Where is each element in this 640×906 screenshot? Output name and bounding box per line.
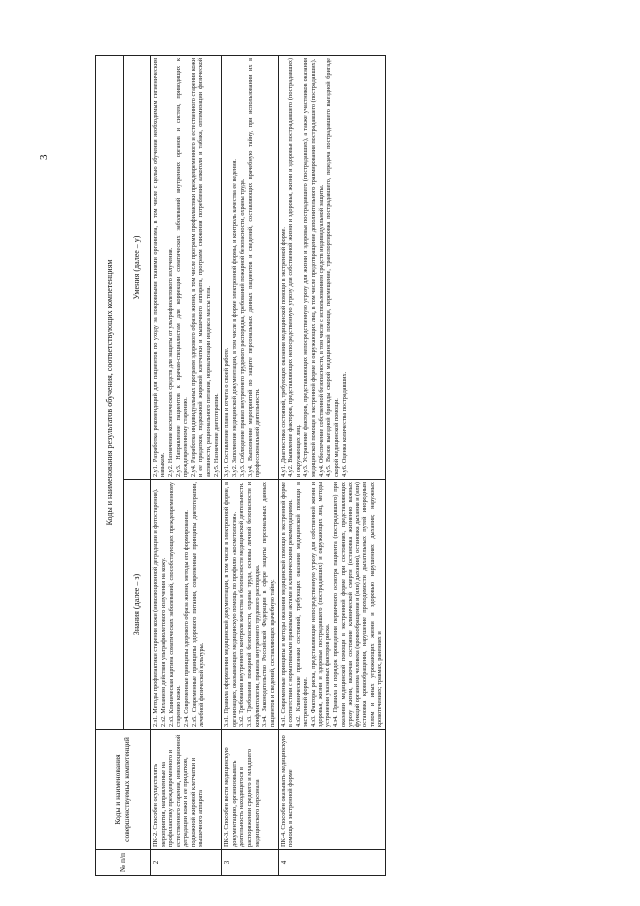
- knowledge-item: 4.з4. Правила и порядок проведения первичного осмотра пациента (пострадавшего) при оказании медицинской помощи в экстренной форме при состояниях, представляющих угрозу жизни, включая состояние клинической смерти (остановка жизненно важных функций организма человека (кровообращения и (или) дыхания), остановка дыхания и (или) остановка кровообращения, нарушение проходимости дыхательных путей инородным телом и иных угрожающих жизни и здоровью нарушениях дыхания; наружных кровотечениях; травмах, ранениях и: [332, 482, 384, 727]
- skills-cell: [222, 55, 278, 479]
- table-row: [278, 55, 385, 875]
- skills-cell: [278, 55, 385, 479]
- competency-table: [95, 55, 386, 876]
- table-row: [151, 55, 222, 875]
- skill-item: 2.у2. Назначение косметических средств для защиты от ультрафиолетового излучения.: [167, 247, 175, 477]
- knowledge-item: 4.з3. Факторы риска, представляющие непосредственную угрозу для собственной жизни и здоровья, жизни и здоровья пострадавшего (пострадавших) и окружающих лиц, методы устранения указанных факторов риска.: [309, 482, 332, 727]
- competency-code-cell: ПК-2. Способен осуществлять мероприятия, направленные на профилактику преждевременного и естественного старения, инволюционной деградации кожи и ее придатков, подкожной жировой клетчатки и мышечного аппарата: [151, 730, 222, 850]
- skills-cell: [151, 55, 222, 479]
- knowledge-cell: [222, 480, 278, 730]
- page-number: 3: [38, 154, 50, 160]
- skill-item: 4.у5. Вызов выездной бригады скорой медицинской помощи, перемещение, транспортировка пострадавшего, передача пострадавшего выездной бригаде скорой медицинской помощи.: [325, 57, 340, 477]
- skill-item: 3.у1. Составление плана и отчета о своей работе.: [223, 347, 231, 477]
- skill-item: 4.у4. Обеспечение собственной безопасности, в том числе с использованием средств индивидуальной защиты.: [317, 184, 325, 477]
- knowledge-item: 2.з5. Современные принципы здорового питания, современные принципы диетотерапии, лечебной физической культуры.: [190, 482, 205, 727]
- skill-item: 2.у3. Направление пациентов к врачам-специалистам для коррекции соматических заболеваний внутренних органов и систем, приводящих к преждевременному старению.: [174, 57, 190, 477]
- skill-item: 4.у6. Оценка количества пострадавших.: [340, 371, 348, 477]
- knowledge-cell: [278, 480, 385, 730]
- knowledge-item: 2.з4. Современные принципы здорового образа жизни, методы его формирования.: [182, 510, 190, 727]
- skill-item: 2.у5. Назначение диетотерапии.: [212, 393, 220, 477]
- skill-item: 2.у1. Разработка рекомендаций для пациентов по уходу за покровными тканями организма, в том числе с целью обучения необходимым гигиеническим навыкам.: [152, 57, 167, 477]
- column-header-code: Коды и наименования совершенствуемых компетенций: [96, 730, 151, 850]
- row-number: 3: [222, 850, 278, 876]
- knowledge-item: 4.з1. Современные принципы и методы оказания медицинской помощи в экстренной форме в соответствии с нормативными правовыми актами и клиническими рекомендациями.: [279, 482, 294, 727]
- row-number: 2: [151, 850, 222, 876]
- knowledge-item: 2.з2. Механизм действия ультрафиолетового излучения на кожу.: [159, 557, 167, 727]
- row-number: 4: [278, 850, 385, 876]
- knowledge-item: 2.з1. Методы профилактики старения кожи (инволюционной деградации и фотостарения).: [152, 488, 159, 727]
- rotated-page-content: [95, 56, 615, 876]
- table-row: [222, 55, 278, 875]
- column-header-skills: Умения (далее – у): [123, 55, 151, 479]
- competency-code-cell: ПК-3. Способен вести медицинскую документацию, организовывать деятельность находящегося в распоряжении среднего и младшего медицинского персонала: [222, 730, 278, 850]
- skill-item: 4.у1. Диагностика состояний, требующих оказания медицинской помощи в экстренной форме.: [279, 227, 287, 477]
- skill-item: 4.у2. Выявление факторов, представляющих непосредственную угрозу для собственной жизни и здоровья, жизни и здоровья пострадавшего (пострадавших) и окружающих лиц.: [287, 57, 302, 477]
- knowledge-item: 3.з4. Законодательство Российской Федерации в сфере защиты персональных данных пациентов и сведений, составляющих врачебную тайну.: [261, 482, 276, 727]
- knowledge-item: 3.з3. Требования пожарной безопасности, охраны труда, основы личной безопасности и конфликтологии, правила внутреннего трудового распорядка.: [246, 482, 261, 727]
- table-body: [151, 55, 386, 875]
- skill-item: 2.у4. Разработка индивидуальных программ здорового образа жизни, в том числе программ профилактики преждевременного и естественного старения кожи и ее придатков, подкожной жировой клетчатки и мышечного аппарата, программ снижения потребления алкоголя и табака, оптимизации физической активности, рационального питания, нормализации индекса массы тела.: [190, 57, 212, 477]
- column-header-knowledge: Знания (далее – з): [123, 480, 151, 730]
- column-header-number: № п/п: [96, 850, 151, 876]
- competency-code-cell: ПК-4. Способен оказывать медицинскую помощь в экстренной форме: [278, 730, 385, 850]
- knowledge-item: 3.з2. Требования внутреннего контроля качества и безопасности медицинской деятельности.: [238, 482, 246, 727]
- skill-item: 3.у3. Соблюдение правил внутреннего трудового распорядка, требований пожарной безопасности, охраны труда.: [238, 178, 246, 477]
- knowledge-item: 2.з3. Клиническая картина соматических заболеваний, способствующих преждевременному старению кожи.: [167, 482, 182, 727]
- skill-item: 3.у2. Заполнение медицинской документации, в том числе в форме электронной формы, и контроль качества ее ведения.: [231, 159, 239, 477]
- skill-item: 3.у4. Выполнение мероприятий по защите персональных данных пациентов и сведений, составляющих врачебную тайну, при использовании их в профессиональной деятельности.: [246, 57, 262, 477]
- column-group-title: Коды и наименования результатов обучения, соответствующих компетенциям: [96, 55, 124, 729]
- knowledge-item: 4.з2. Клинические признаки состояний, требующих оказания медицинской помощи в экстренной форме.: [294, 482, 309, 727]
- skill-item: 4.у3. Устранение факторов, представляющих непосредственную угрозу для жизни и здоровья пострадавшего (пострадавших), а также участников оказания медицинской помощи в экстренной форме и окружающих лиц, в том числе предотвращение дополнительного травмирования пострадавшего (пострадавших).: [302, 57, 317, 477]
- knowledge-cell: [151, 480, 222, 730]
- knowledge-item: 3.з1. Правила оформления медицинской документации, в том числе в электронной форме, в организациях, оказывающих медицинскую помощь по профилю «косметология».: [223, 482, 238, 727]
